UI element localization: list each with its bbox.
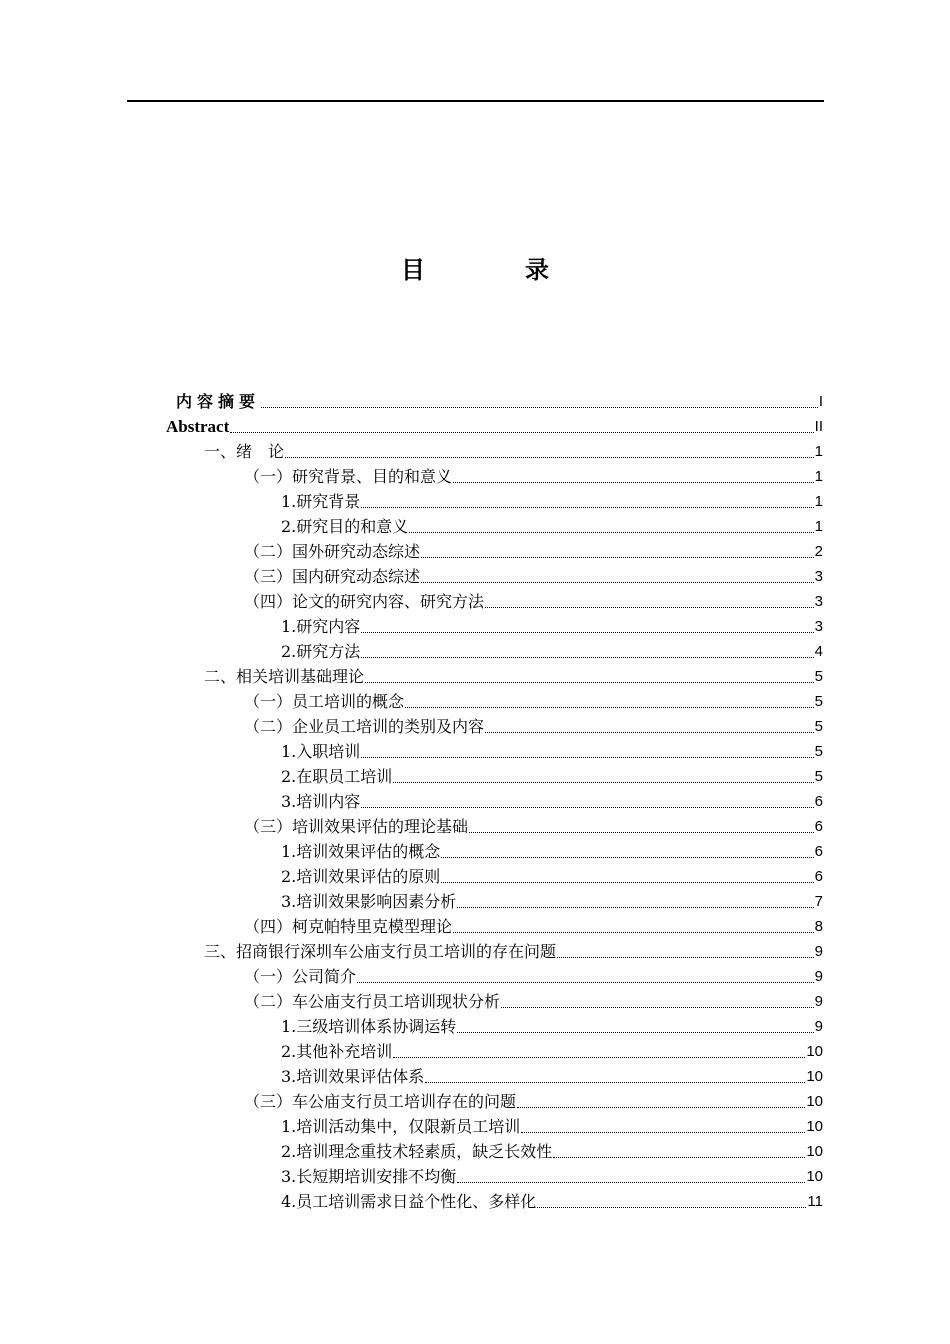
dot-leader [405,707,814,708]
toc-entry-page: 1 [814,443,823,460]
dot-leader [457,907,813,908]
toc-entry-page: 5 [814,668,823,685]
toc-entry-subsection[interactable] [281,1063,823,1087]
toc-entry-label: 3.培训效果影响因素分析 [281,892,457,911]
toc-entry-section[interactable] [244,538,823,562]
toc-entry-summary[interactable] [176,388,823,412]
dot-leader [393,1057,805,1058]
toc-entry-page: 9 [814,943,823,960]
dot-leader [361,657,813,658]
dot-leader [521,1132,805,1133]
toc-entry-subsection[interactable] [281,888,823,912]
toc-entry-subsection[interactable] [281,1038,823,1062]
toc-entry-label: 2.培训效果评估的原则 [281,867,441,886]
toc-entry-page: I [818,393,823,410]
dot-leader [393,782,813,783]
toc-entry-chapter-1[interactable] [204,438,823,462]
toc-entry-label: 1.研究内容 [281,617,361,636]
toc-entry-page: 5 [814,718,823,735]
toc-entry-section[interactable] [244,1088,823,1112]
toc-entry-page: 3 [814,568,823,585]
toc-entry-label: （一）公司简介 [244,967,357,986]
toc-entry-page: 7 [814,893,823,910]
dot-leader [501,1007,814,1008]
dot-leader [365,682,814,683]
toc-entry-subsection[interactable] [281,838,823,862]
toc-entry-page: 9 [814,1018,823,1035]
toc-entry-label: 二、相关培训基础理论 [204,667,365,686]
toc-entry-label: 3.长短期培训安排不均衡 [281,1167,457,1186]
toc-entry-label: （二）国外研究动态综述 [244,542,421,561]
toc-entry-page: 6 [814,793,823,810]
toc-entry-page: 6 [814,868,823,885]
dot-leader [453,932,814,933]
toc-entry-page: 9 [814,968,823,985]
dot-leader [425,1082,805,1083]
toc-entry-label: 2.研究目的和意义 [281,517,409,536]
toc-entry-label: （三）车公庙支行员工培训存在的问题 [244,1092,517,1111]
toc-entry-page: 10 [806,1118,823,1135]
toc-title: 目 录 [401,256,587,284]
toc-entry-page: 10 [806,1143,823,1160]
toc-entry-label: （四）论文的研究内容、研究方法 [244,592,485,611]
toc-entry-label: 1.培训效果评估的概念 [281,842,441,861]
header-rule [127,100,824,102]
toc-entry-page: 10 [806,1093,823,1110]
toc-entry-page: II [814,418,823,435]
toc-entry-page: 10 [806,1068,823,1085]
dot-leader [285,457,814,458]
toc-entry-label: （一）员工培训的概念 [244,692,405,711]
dot-leader [230,432,813,433]
toc-entry-section[interactable] [244,913,823,937]
toc-entry-section[interactable] [244,963,823,987]
toc-entry-abstract[interactable] [166,413,823,437]
dot-leader [421,582,814,583]
toc-entry-label: （一）研究背景、目的和意义 [244,467,453,486]
dot-leader [361,807,813,808]
dot-leader [457,1182,805,1183]
toc-entry-label: 一、绪 论 [204,442,285,461]
toc-entry-label: 1.入职培训 [281,742,361,761]
toc-entry-label: 内容摘要 [176,392,261,411]
toc-entry-label: 2.研究方法 [281,642,361,661]
dot-leader [441,857,813,858]
toc-entry-page: 2 [814,543,823,560]
toc-entry-page: 8 [814,918,823,935]
toc-entry-section[interactable] [244,688,823,712]
toc-entry-page: 10 [806,1168,823,1185]
toc-entry-subsection[interactable] [281,1013,823,1037]
toc-entry-subsection[interactable] [281,763,823,787]
toc-entry-label: （二）企业员工培训的类别及内容 [244,717,485,736]
dot-leader [469,832,814,833]
toc-entry-label: 4.员工培训需求日益个性化、多样化 [281,1192,537,1211]
toc-entry-page: 1 [814,493,823,510]
toc-entry-label: 1.研究背景 [281,492,361,511]
toc-entry-subsection[interactable] [281,638,823,662]
toc-entry-subsection[interactable] [281,513,823,537]
toc-entry-section[interactable] [244,713,823,737]
toc-entry-page: 5 [814,743,823,760]
toc-entry-label: 3.培训内容 [281,792,361,811]
dot-leader [553,1157,805,1158]
toc-entry-section[interactable] [244,813,823,837]
dot-leader [517,1107,805,1108]
dot-leader [361,632,813,633]
toc-entry-label: Abstract [166,417,230,436]
toc-entry-page: 6 [814,818,823,835]
toc-entry-page: 9 [814,993,823,1010]
toc-entry-label: （三）国内研究动态综述 [244,567,421,586]
toc-entry-page: 10 [806,1043,823,1060]
toc-entry-section[interactable] [244,988,823,1012]
dot-leader [261,407,818,408]
toc-entry-page: 11 [807,1193,823,1210]
toc-entry-subsection[interactable] [281,788,823,812]
toc-entry-page: 3 [814,593,823,610]
toc-entry-label: 2.其他补充培训 [281,1042,393,1061]
dot-leader [485,607,814,608]
toc-entry-label: 1.培训活动集中，仅限新员工培训 [281,1117,521,1136]
toc-entry-label: 三、招商银行深圳车公庙支行员工培训的存在问题 [204,942,557,961]
toc-entry-subsection[interactable] [281,1113,823,1137]
toc-entry-label: 2.培训理念重技术轻素质，缺乏长效性 [281,1142,553,1161]
toc-entry-subsection[interactable] [281,1188,823,1212]
toc-entry-page: 5 [814,768,823,785]
toc-entry-chapter-3[interactable] [204,938,823,962]
toc-entry-section[interactable] [244,563,823,587]
toc-entry-label: （三）培训效果评估的理论基础 [244,817,469,836]
dot-leader [357,982,814,983]
toc-entry-subsection[interactable] [281,488,823,512]
toc-entry-section[interactable] [244,588,823,612]
toc-entry-subsection[interactable] [281,1138,823,1162]
toc-entry-subsection[interactable] [281,738,823,762]
toc-entry-page: 6 [814,843,823,860]
toc-entry-chapter-2[interactable] [204,663,823,687]
dot-leader [537,1207,806,1208]
dot-leader [409,532,813,533]
toc-entry-page: 5 [814,693,823,710]
toc-entry-subsection[interactable] [281,613,823,637]
dot-leader [485,732,814,733]
toc-entry-label: 2.在职员工培训 [281,767,393,786]
toc-entry-subsection[interactable] [281,1163,823,1187]
toc-entry-label: 1.三级培训体系协调运转 [281,1017,457,1036]
toc-entry-subsection[interactable] [281,863,823,887]
toc-entry-label: （四）柯克帕特里克模型理论 [244,917,453,936]
dot-leader [361,507,813,508]
dot-leader [453,482,814,483]
dot-leader [441,882,813,883]
toc-entry-page: 1 [814,518,823,535]
dot-leader [421,557,814,558]
dot-leader [457,1032,813,1033]
dot-leader [361,757,813,758]
dot-leader [557,957,814,958]
toc-entry-label: （二）车公庙支行员工培训现状分析 [244,992,501,1011]
toc-entry-page: 3 [814,618,823,635]
toc-entry-page: 1 [814,468,823,485]
toc-entry-page: 4 [814,643,823,660]
toc-entry-label: 3.培训效果评估体系 [281,1067,425,1086]
toc-entry-section[interactable] [244,463,823,487]
